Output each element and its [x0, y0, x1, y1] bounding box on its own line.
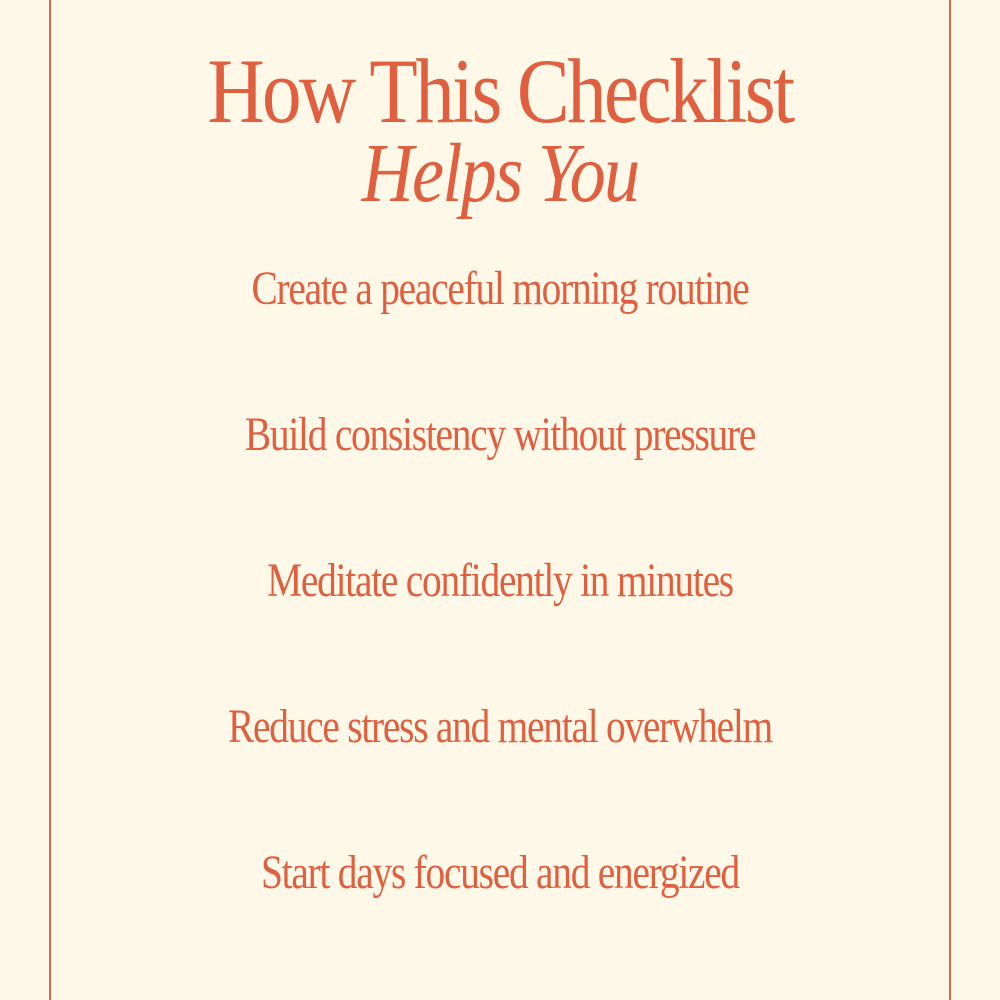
page-title: How This Checklist	[207, 40, 793, 142]
benefit-item-4: Reduce stress and mental overwhelm	[227, 700, 773, 753]
benefit-item-3: Meditate confidently in minutes	[267, 554, 733, 607]
checklist-benefits-card	[50, 0, 950, 1000]
benefit-item-2: Build consistency without pressure	[244, 408, 756, 461]
benefit-item-5: Start days focused and energized	[261, 846, 739, 899]
benefit-item-1: Create a peaceful morning routine	[251, 262, 749, 315]
page-subtitle: Helps You	[361, 127, 639, 220]
